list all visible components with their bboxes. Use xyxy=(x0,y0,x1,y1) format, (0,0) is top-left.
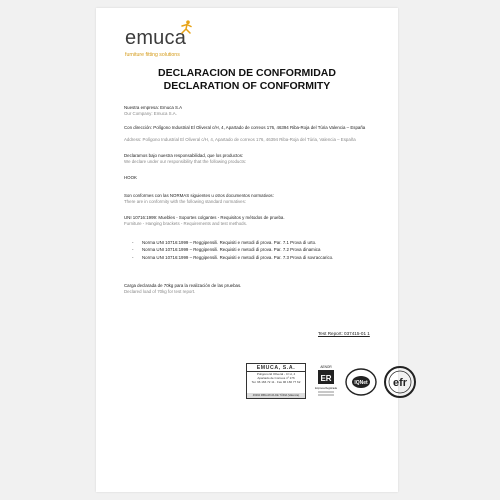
title-spanish: DECLARACION DE CONFORMIDAD xyxy=(158,67,336,79)
title-english: DECLARATION OF CONFORMITY xyxy=(163,80,331,92)
svg-text:Empresa Registrada: Empresa Registrada xyxy=(315,387,337,390)
aenor-er-certification-icon xyxy=(315,364,337,400)
efr-certification-icon xyxy=(383,364,417,400)
standard-es: UNI 10716:1999: Muebles - Soportes colgantes - Requisitos y métodos de prueba. xyxy=(124,215,285,220)
test-report-reference: Test Report: 037415-01 1 xyxy=(318,331,370,336)
stamp-footer: 46394 RIBA-ROJA DE TÚRIA (Valencia) xyxy=(247,393,305,398)
product-name: HOOK xyxy=(124,175,137,180)
bullet-item: - Norma UNI 10716:1999 – Reggipensili. Requisiti e metodi di prova. Par. 7.3 Prova di sovraccarico. xyxy=(132,254,334,260)
test-bullet-list xyxy=(132,240,372,262)
company-stamp xyxy=(246,363,306,399)
svg-text:AENOR: AENOR xyxy=(320,365,332,369)
document-page xyxy=(96,8,408,492)
standard-en: Furniture - Hanging brackets - Requirements and test methods. xyxy=(124,221,247,226)
logo-wordmark: emuca xyxy=(125,27,187,49)
iqnet-certification-icon xyxy=(342,364,380,400)
stamp-line: Apartado de Correos nº 176 xyxy=(257,376,295,380)
declare-es: Declaramos bajo nuestra responsabilidad, que los productos: xyxy=(124,153,244,158)
bullet-item: - Norma UNI 10716:1999 – Reggipensili. Requisiti e metodi di prova. Par. 7.1 Prova di urto. xyxy=(132,240,317,245)
svg-text:efr: efr xyxy=(392,377,408,389)
stamp-line: Polígono El Oliveral - C/ H, 4 xyxy=(256,372,296,376)
conform-en: There are in conformity with the following standard normatives: xyxy=(124,199,247,204)
emuca-logo xyxy=(125,22,245,62)
company-en: Our Company: Emuca S.A. xyxy=(124,111,177,116)
load-en: Declared load of 70kg for test report. xyxy=(124,289,196,294)
load-es: Carga declarada de 70kg para la realización de las pruebas. xyxy=(124,283,242,288)
logo-tagline: furniture fitting solutions xyxy=(125,52,180,58)
stamp-line: Tel. 96 166 72 11 · Fax 96 166 77 62 xyxy=(251,380,301,384)
bullet-item: - Norma UNI 10716:1999 – Reggipensili. Requisiti e metodi di prova. Par. 7.2 Prova dinamica xyxy=(132,247,321,253)
stamp-title: EMUCA, S.A. xyxy=(247,366,305,372)
declare-en: We declare under our responsibility that the following products: xyxy=(124,159,247,164)
svg-text:IQNet: IQNet xyxy=(354,380,368,386)
conform-es: Son conformes con las NORMAS siguientes u otros documentos normativos: xyxy=(124,193,274,198)
address-es: Con dirección: Polígono Industrial El Oliveral c/H, 4, Apartado de correos 176, 46394 Riba-Roja del Túria Valencia – España xyxy=(124,125,366,130)
address-en: Address: Polígono Industrial El Oliveral c/H, 4, Apartado de correos 176, 46394 Riba-Roja del Túria, Valencia – España xyxy=(124,137,356,142)
logo-figure-icon xyxy=(180,20,192,34)
company-es: Nuestra empresa: Emuca S.A xyxy=(124,105,183,110)
svg-text:ER: ER xyxy=(320,374,332,383)
